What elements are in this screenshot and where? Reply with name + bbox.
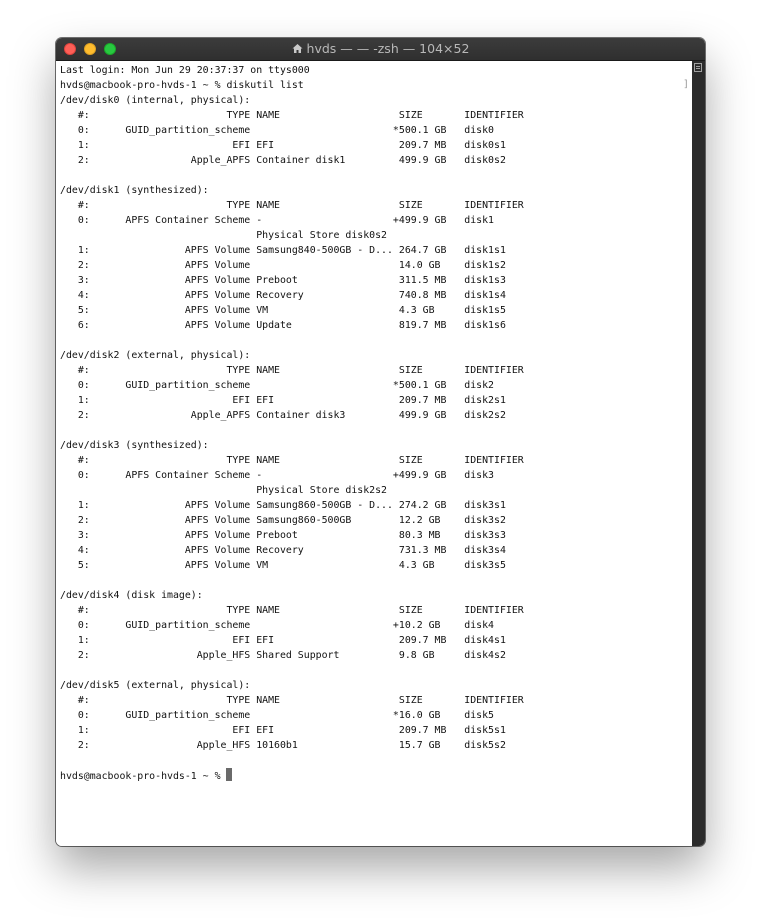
output-line: 5: APFS Volume VM 4.3 GB disk1s5 xyxy=(60,305,506,316)
output-line: 0: GUID_partition_scheme *500.1 GB disk0 xyxy=(60,125,495,136)
output-line: 6: APFS Volume Update 819.7 MB disk1s6 xyxy=(60,320,506,331)
output-line xyxy=(60,663,692,678)
output-line: /dev/disk2 (external, physical): xyxy=(60,350,251,361)
output-line: #: TYPE NAME SIZE IDENTIFIER xyxy=(60,110,524,121)
output-line: 1: EFI EFI 209.7 MB disk0s1 xyxy=(60,140,506,151)
terminal-window xyxy=(56,38,705,846)
output-line: /dev/disk0 (internal, physical): xyxy=(60,95,251,106)
output-line xyxy=(60,168,692,183)
window-title xyxy=(56,38,705,60)
output-line: hvds@macbook-pro-hvds-1 ~ % diskutil list xyxy=(60,80,304,91)
home-icon xyxy=(292,39,303,50)
output-line: 1: EFI EFI 209.7 MB disk2s1 xyxy=(60,395,506,406)
output-line: 0: APFS Container Scheme - +499.9 GB disk1 xyxy=(60,215,495,226)
text-cursor xyxy=(226,768,232,781)
output-line: #: TYPE NAME SIZE IDENTIFIER xyxy=(60,365,524,376)
output-line: 2: Apple_APFS Container disk3 499.9 GB disk2s2 xyxy=(60,410,506,421)
output-line: 1: EFI EFI 209.7 MB disk5s1 xyxy=(60,725,506,736)
output-line: 4: APFS Volume Recovery 731.3 MB disk3s4 xyxy=(60,545,506,556)
output-line: 2: APFS Volume Samsung860-500GB 12.2 GB disk3s2 xyxy=(60,515,506,526)
output-line xyxy=(60,573,692,588)
output-line: 4: APFS Volume Recovery 740.8 MB disk1s4 xyxy=(60,290,506,301)
output-line: /dev/disk1 (synthesized): xyxy=(60,185,209,196)
window-title-text: hvds — — -zsh — 104×52 xyxy=(306,41,470,56)
output-line: #: TYPE NAME SIZE IDENTIFIER xyxy=(60,200,524,211)
output-line xyxy=(60,753,692,768)
output-line: Physical Store disk2s2 xyxy=(60,485,387,496)
output-line: 3: APFS Volume Preboot 311.5 MB disk1s3 xyxy=(60,275,506,286)
scroll-position-marker: ] xyxy=(682,79,689,90)
output-line: #: TYPE NAME SIZE IDENTIFIER xyxy=(60,605,524,616)
output-line: #: TYPE NAME SIZE IDENTIFIER xyxy=(60,455,524,466)
output-line: 0: GUID_partition_scheme *500.1 GB disk2 xyxy=(60,380,495,391)
output-line xyxy=(60,423,692,438)
output-line: #: TYPE NAME SIZE IDENTIFIER xyxy=(60,695,524,706)
output-line: 1: APFS Volume Samsung840-500GB - D... 264.7 GB disk1s1 xyxy=(60,245,506,256)
output-line: /dev/disk5 (external, physical): xyxy=(60,680,251,691)
output-line: 2: Apple_APFS Container disk1 499.9 GB disk0s2 xyxy=(60,155,506,166)
output-line: 2: Apple_HFS 10160b1 15.7 GB disk5s2 xyxy=(60,740,506,751)
output-line: 0: GUID_partition_scheme *16.0 GB disk5 xyxy=(60,710,495,721)
output-line: 1: EFI EFI 209.7 MB disk4s1 xyxy=(60,635,506,646)
scrollbar[interactable] xyxy=(692,61,705,846)
output-line: /dev/disk4 (disk image): xyxy=(60,590,203,601)
output-line: Last login: Mon Jun 29 20:37:37 on ttys000 xyxy=(60,65,310,76)
menu-lines-icon[interactable] xyxy=(694,63,702,72)
output-line: 3: APFS Volume Preboot 80.3 MB disk3s3 xyxy=(60,530,506,541)
output-line: 5: APFS Volume VM 4.3 GB disk3s5 xyxy=(60,560,506,571)
output-line: 0: GUID_partition_scheme +10.2 GB disk4 xyxy=(60,620,495,631)
output-line xyxy=(60,333,692,348)
prompt-line[interactable] xyxy=(60,768,692,783)
prompt-text: hvds@macbook-pro-hvds-1 ~ % xyxy=(60,771,227,782)
terminal-output[interactable] xyxy=(56,61,692,846)
output-line: 2: APFS Volume 14.0 GB disk1s2 xyxy=(60,260,506,271)
output-line: Physical Store disk0s2 xyxy=(60,230,387,241)
output-lines xyxy=(60,63,692,768)
output-line: 2: Apple_HFS Shared Support 9.8 GB disk4s2 xyxy=(60,650,506,661)
output-line: 1: APFS Volume Samsung860-500GB - D... 274.2 GB disk3s1 xyxy=(60,500,506,511)
output-line: 0: APFS Container Scheme - +499.9 GB disk3 xyxy=(60,470,495,481)
title-bar[interactable] xyxy=(56,38,705,61)
output-line: /dev/disk3 (synthesized): xyxy=(60,440,209,451)
